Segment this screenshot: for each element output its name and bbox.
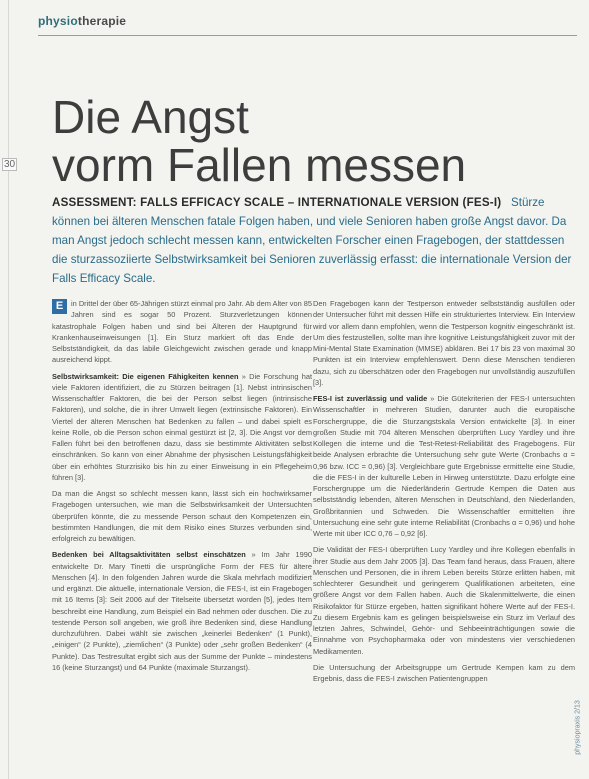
intro-paragraph xyxy=(52,298,312,366)
paragraph-text: Die Validität der FES-I überprüften Lucy Yardley und ihre Kollegen ebenfalls in ihrer Studie aus dem Jahr 2005 [3]. Das Team fand heraus, dass Frauen, ältere Menschen und Personen, die in ihrem Leben bereits Stürze erlitten haben, mit schlechterer Gesundheit und geringerem Qualifikationen arbeiteten, eine größere Angst vor dem Fallen haben. Auch die Skalenmittelwerte, die einen Risikofaktor für Stürze ergeben, hatten signifikant höhere Werte auf der FES-I. Zu diesem Ergebnis kam es gelingen beispielsweise ein Sturz im Verlauf des letzten Jahres, Schwindel, Gehör- und Sehbeeinträchtigungen sowie die Einnahme von Psychopharmaka oder von mindestens vier verschiedenen Medikamenten. xyxy=(313,545,575,656)
section-suffix: therapie xyxy=(77,14,127,28)
paragraph-daily-activities xyxy=(52,549,312,673)
paragraph-text: » Im Jahr 1990 entwickelte Dr. Mary Tinetti die ursprüngliche Form der FES für ältere Menschen [4]. In den folgenden Jahren wurde die Skala mehrfach modifiziert und ergänzt. Die aktuelle, internationale Version, die FES-I, ist ein Fragebogen mit 16 Items [3]: Seit 2006 auf der Titelseite übersetzt worden [5], jedes Item beschreibt eine Handlung, zum Beispiel ein Bad nehmen oder duschen. Die zu testende Person soll angeben, wie groß ihre Bedenken sind, diese Handlung durchzuführen. Dabei wählt sie zwischen „keinerlei Bedenken“ (1 Punkt), „einigen“ (2 Punkte), „ziemlichen“ (3 Punkte) oder „sehr großen Bedenken“ (4 Punkte). Das Testresultat ergibt sich aus der Summe der Punkte – mindestens 16 (keine Sturzangst) und 64 Punkte (maximale Sturzangst). xyxy=(52,550,312,672)
lead-text: Stürze können bei älteren Menschen fatale Folgen haben, und viele Senioren haben große Angst davor. Da man Angst jedoch schlecht messen kann, entwickelten Forscher einen Fragebogen, der stattdessen die sturzassoziierte Selbstwirksamkeit bei Senioren zuverlässig erfasst: die internationale Version der Falls Efficacy Scale. xyxy=(52,196,572,285)
intro-text: in Drittel der über 65-Jährigen stürzt einmal pro Jahr. Ab dem Alter von 85 Jahren sind es sogar 50 Prozent. Sturzverletzungen können katastrophale Folgen haben und sind bei Älteren der Hauptgrund für Krankenhauseinweisungen [1]. Ein Sturz markiert oft das Ende der Selbstständigkeit, da das labile Gleichgewicht zwischen gerade und knapp ausreichend kippt. xyxy=(52,299,312,365)
subheading-daily-activities: Bedenken bei Alltagsaktivitäten selbst einschätzen xyxy=(52,550,246,560)
title-line-1: Die Angst xyxy=(52,91,249,143)
journal-side-text: physiopraxis 2/13 xyxy=(574,700,582,755)
dropcap: E xyxy=(52,299,67,314)
subheading-reliability: FES-I ist zuverlässig und valide xyxy=(313,394,428,403)
left-column xyxy=(52,298,312,678)
page-gutter-line xyxy=(8,0,9,779)
right-column xyxy=(313,298,575,689)
paragraph-reliability xyxy=(313,393,575,539)
paragraph-text: » Die Forschung hat viele Faktoren identifiziert, die zu Stürzen beitragen [1]. Nebst intrinsischen Wissenschaftler Faktoren, die bei der Person selbst liegen (intrinsische Faktoren), und solche, die in ihrer Umwelt liegen (extrinsische Faktoren). Ein Viertel der älteren Menschen hat Bedenken zu fallen – und dabei spielt es keine Rolle, ob die Person schon einmal gestürzt ist [2, 3]. Die Angst vor dem Fallen führt bei den betroffenen dazu, dass sie bestimmte Aktivitäten selbst einschränken. So kann von einer Abnahme der physischen Leistungsfähigkeit über ein erhöhtes Sturzrisiko bis hin zu einer Einweisung in ein Pflegeheim führen [3]. xyxy=(52,371,313,482)
paragraph-text: Die Untersuchung der Arbeitsgruppe um Gertrude Kempen kam zu dem Ergebnis, dass die FES-I zwischen Patientengruppen xyxy=(313,662,575,683)
lead-paragraph xyxy=(52,193,572,288)
paragraph-text: Den Fragebogen kann der Testperson entweder selbstständig ausfüllen oder der Untersucher führt mit dessen Hilfe ein strukturiertes Interview. Ein Interview wird vor allem dann empfohlen, wenn die Testperson kognitiv eingeschränkt ist. Um dies festzustellen, sollte man ihre kognitive Leistungsfähigkeit zuvor mit der Mini-Mental State Examination (MMSE) abklären. Bei 17 bis 23 von maximal 30 Punkten ist ein Interview empfehlenswert. Denn diese Menschen tendieren dazu, sich zu überschätzen oder den Fragebogen nur unvollständig auszufüllen [3]. xyxy=(313,299,575,387)
section-prefix: physio xyxy=(38,14,78,28)
journal-side-label xyxy=(573,700,585,760)
page-number: 30 xyxy=(4,159,16,170)
paragraph-text: » Die Gütekriterien der FES-I untersuchten Wissenschaftler in mehreren Studien, darunter auch die europäische Forschergruppe, die die Sturzangstskala Version entwickelte [3]. In einer großen Studie mit 704 älteren Menschen überprüften Lucy Yardley und ihre Kollegen die interne und die Test-Retest-Reliabilität des Fragebogens. Für beide Analysen erbrachte die Untersuchung sehr gute Werte (Cronbachs α = 0,96 bzw. ICC = 0,96) [3]. Vergleichbare gute Ergebnisse ermittelte eine Studie, die die FES-I in der kulturelle Leben in Hinweg unterstützte. Dazu erfolgte eine Forschergruppe um die Niederländerin Gertrude Kempen die Daten aus selbstständig lebenden, älteren Menschen in Deutschland, den Niederlanden, Großbritannien und Schweden. Die Wissenschaftler ermittelten ihre Untersuchung eine sehr gute interne Reliabilität (Cronbachs α = 0,96) und hohe Werte mit über ICC 0,76 – 0,92 [6]. xyxy=(313,394,575,538)
header-rule xyxy=(38,35,577,36)
article-title xyxy=(52,93,572,189)
lead-label: ASSESSMENT: FALLS EFFICACY SCALE – INTERNATIONALE VERSION (FES-I) xyxy=(52,196,502,209)
paragraph-selfefficacy xyxy=(52,371,312,484)
paragraph-text: Da man die Angst so schlecht messen kann, lässt sich ein hochwirksamer Fragebogen untersuchen, wie man die Selbstwirksamkeit der Untersuchten überprüfen könnte, die zu messende Person schaut den Kompetenzen ein, bestimmten Handlungen, die mit dem Risiko eines Sturzes verbunden sind, erfolgreich zu bewältigen. xyxy=(52,489,312,543)
subheading-selfefficacy: Selbstwirksamkeit: Die eigenen Fähigkeiten kennen xyxy=(52,371,239,381)
title-line-2: vorm Fallen messen xyxy=(52,139,467,191)
section-label xyxy=(38,14,126,28)
